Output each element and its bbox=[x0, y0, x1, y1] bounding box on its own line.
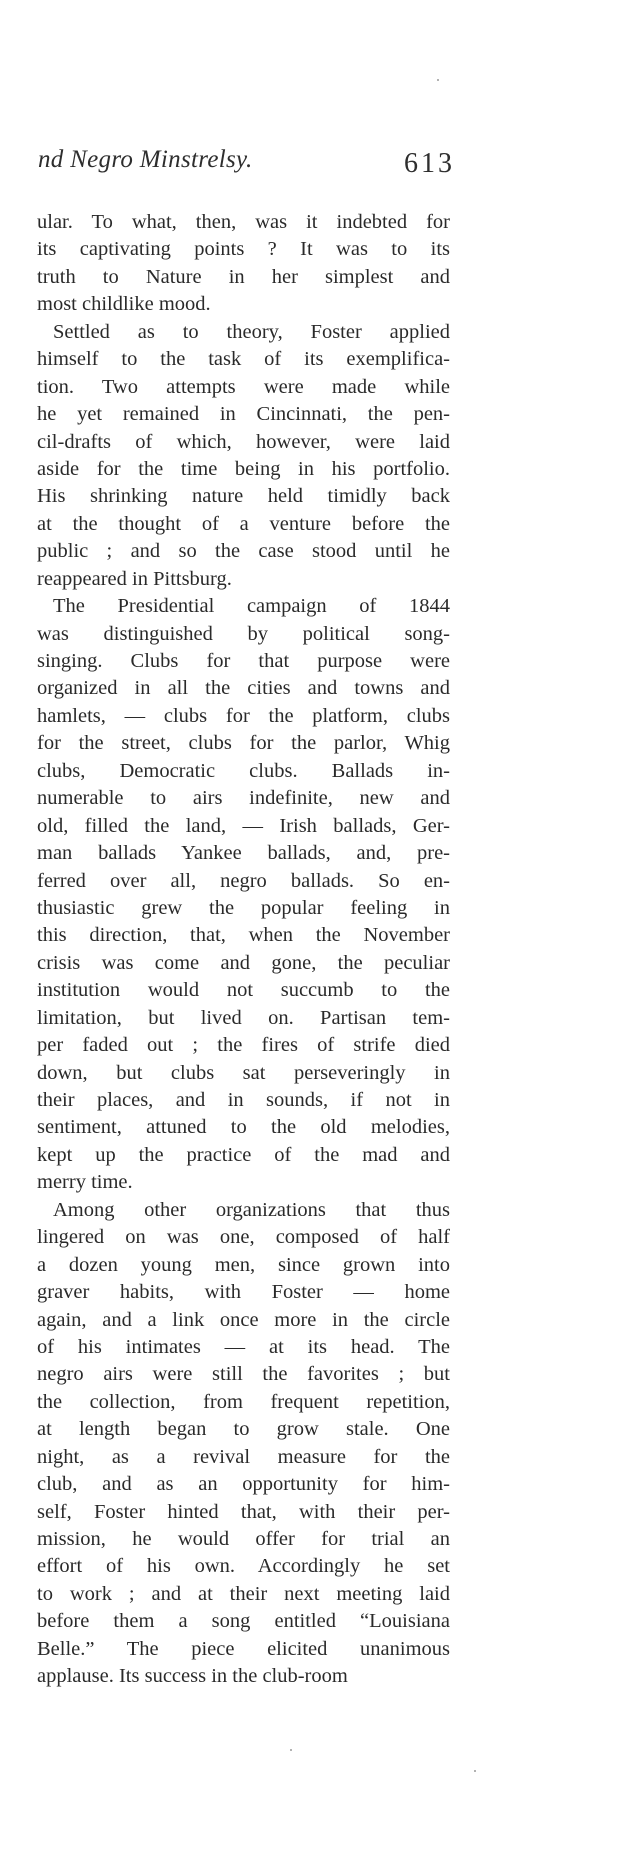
text-line: club, and as an opportunity for him- bbox=[37, 1473, 450, 1496]
text-line: this direction, that, when the November bbox=[37, 924, 450, 947]
text-line: their places, and in sounds, if not in bbox=[37, 1089, 450, 1111]
text-line: kept up the practice of the mad and bbox=[37, 1143, 450, 1166]
text-line: effort of his own. Accordingly he set bbox=[37, 1555, 450, 1578]
text-line: the collection, from frequent repetition, bbox=[37, 1390, 450, 1413]
text-line: The Presidential campaign of 1844 bbox=[53, 595, 450, 618]
text-line: crisis was come and gone, the peculiar bbox=[37, 951, 450, 974]
text-line: was distinguished by political song- bbox=[37, 622, 450, 645]
paragraph bbox=[37, 319, 450, 593]
text-line: per faded out ; the fires of strife died bbox=[37, 1034, 450, 1057]
text-line: institution would not succumb to the bbox=[37, 979, 450, 1002]
text-line: graver habits, with Foster — home bbox=[37, 1281, 450, 1304]
text-line: at the thought of a venture before the bbox=[37, 512, 450, 535]
text-line: reappeared in Pittsburg. bbox=[37, 567, 232, 590]
text-line: Settled as to theory, Foster applied bbox=[53, 320, 450, 343]
text-line: he yet remained in Cincinnati, the pen- bbox=[37, 403, 450, 426]
text-line: aside for the time being in his portfolio. bbox=[37, 457, 450, 480]
text-line: singing. Clubs for that purpose were bbox=[37, 650, 450, 672]
text-line: a dozen young men, since grown into bbox=[37, 1253, 450, 1276]
text-line: sentiment, attuned to the old melodies, bbox=[37, 1116, 450, 1139]
text-line: for the street, clubs for the parlor, Whig bbox=[37, 732, 450, 755]
text-line: ular. To what, then, was it indebted for bbox=[37, 211, 450, 233]
text-line: cil-drafts of which, however, were laid bbox=[37, 430, 450, 453]
text-line: applause. Its success in the club-room bbox=[37, 1665, 348, 1688]
paragraph bbox=[37, 1197, 450, 1691]
page-number: 613 bbox=[404, 148, 455, 179]
text-line: old, filled the land, — Irish ballads, Ger- bbox=[37, 814, 450, 837]
body-text bbox=[37, 209, 450, 1691]
text-line: limitation, but lived on. Partisan tem- bbox=[37, 1006, 450, 1029]
text-line: hamlets, — clubs for the platform, clubs bbox=[37, 704, 450, 727]
text-line: negro airs were still the favorites ; but bbox=[37, 1363, 450, 1386]
text-line: His shrinking nature held timidly back bbox=[37, 485, 450, 508]
text-line: Belle.” The piece elicited unanimous bbox=[37, 1637, 450, 1660]
text-line: of his intimates — at its head. The bbox=[37, 1335, 450, 1358]
scan-speck bbox=[437, 79, 439, 81]
text-line: again, and a link once more in the circle bbox=[37, 1308, 450, 1331]
running-head-title: nd Negro Minstrelsy. bbox=[38, 146, 253, 173]
text-line: himself to the task of its exemplifica- bbox=[37, 348, 450, 371]
text-line: clubs, Democratic clubs. Ballads in- bbox=[37, 759, 450, 782]
text-line: lingered on was one, composed of half bbox=[37, 1226, 450, 1249]
scan-speck bbox=[474, 1770, 476, 1772]
text-line: most childlike mood. bbox=[37, 293, 211, 316]
text-line: thusiastic grew the popular feeling in bbox=[37, 896, 450, 919]
text-line: merry time. bbox=[37, 1171, 133, 1194]
text-line: Among other organizations that thus bbox=[53, 1198, 450, 1221]
paragraph bbox=[37, 593, 450, 1197]
text-line: night, as a revival measure for the bbox=[37, 1445, 450, 1468]
scan-speck bbox=[290, 1749, 292, 1751]
text-line: at length began to grow stale. One bbox=[37, 1418, 450, 1441]
text-line: to work ; and at their next meeting laid bbox=[37, 1582, 450, 1605]
text-line: numerable to airs indefinite, new and bbox=[37, 787, 450, 810]
text-line: its captivating points ? It was to its bbox=[37, 238, 450, 261]
text-line: self, Foster hinted that, with their per- bbox=[37, 1500, 450, 1523]
text-line: before them a song entitled “Louisiana bbox=[37, 1610, 450, 1633]
paragraph bbox=[37, 209, 450, 319]
text-line: mission, he would offer for trial an bbox=[37, 1528, 450, 1550]
text-line: man ballads Yankee ballads, and, pre- bbox=[37, 842, 450, 865]
text-line: truth to Nature in her simplest and bbox=[37, 265, 450, 288]
text-line: tion. Two attempts were made while bbox=[37, 375, 450, 398]
text-line: down, but clubs sat perseveringly in bbox=[37, 1061, 450, 1084]
text-line: organized in all the cities and towns and bbox=[37, 677, 450, 700]
text-line: public ; and so the case stood until he bbox=[37, 540, 450, 563]
text-line: ferred over all, negro ballads. So en- bbox=[37, 869, 450, 892]
